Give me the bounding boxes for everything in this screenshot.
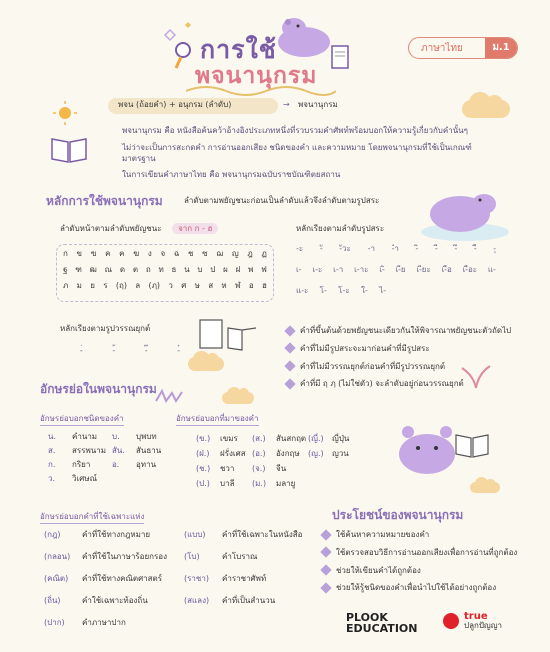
abbrev-code: (โบ) <box>184 552 200 561</box>
consonant-char: ฑ <box>75 264 82 274</box>
abbrev-code: (ข.) <box>196 434 211 443</box>
abbrev-code: ส. <box>48 446 56 455</box>
consonant-char: ช <box>188 249 194 258</box>
abbrev-code: ก. <box>48 460 56 469</box>
vowel-form: โ- <box>319 285 327 295</box>
diamond-icon <box>320 582 331 593</box>
abbrev-item <box>184 596 275 607</box>
cloud-decoration <box>188 357 224 371</box>
vowel-form: -า <box>367 244 375 253</box>
abbrev-item <box>112 432 157 443</box>
abbrev-meaning: คำที่เป็นสำนวน <box>222 596 276 605</box>
vowel-form: -ิ <box>415 244 419 253</box>
vowel-form: เ-ียะ <box>416 264 431 274</box>
page-title-line1: การใช้ <box>200 35 277 64</box>
diamond-icon <box>320 547 331 558</box>
consonant-char: พ <box>248 264 254 274</box>
rule-text: คำที่ไม่มีรูปสระจะมาก่อนคำที่มีรูปสระ <box>300 343 430 353</box>
vowel-form: ไ- <box>379 285 386 295</box>
diamond-icon <box>284 325 295 336</box>
consonant-char: ฎ <box>247 249 253 258</box>
definition-block <box>122 126 502 181</box>
consonant-char: ฅ <box>119 249 125 258</box>
benefit-text: ช่วยให้รู้ชนิดของคำเพื่อนำไปใช้ได้อย่างถูกต้อง <box>336 583 497 593</box>
abbrev-code: (อ.) <box>252 449 266 458</box>
book-stack-icon <box>330 44 352 76</box>
consonant-char: ศ <box>181 280 187 290</box>
vowel-form: -ี <box>435 244 438 253</box>
grass-icon <box>154 388 184 407</box>
consonant-char: ก <box>63 249 68 258</box>
abbrev-meaning: คำที่ใช้ทางคณิตศาสตร์ <box>82 574 163 583</box>
consonant-char: ฐ <box>63 264 68 274</box>
diamond-icon <box>284 378 295 389</box>
rule-text: คำที่ไม่มีวรรณยุกต์ก่อนคำที่มีรูปวรรณยุกต์ <box>300 361 446 371</box>
definition-line: พจนานุกรม คือ หนังสือค้นคว้าอ้างอิงประเภทหนึ่งที่รวบรวมคำศัพท์พร้อมบอกให้ความรู้เกี่ยวกับคำนั้นๆ <box>122 126 468 135</box>
abbrev-item <box>252 449 300 460</box>
vowel-form: โ-ะ <box>338 285 350 295</box>
abbrev-item <box>308 434 349 445</box>
vowel-row <box>296 244 496 255</box>
definition-line: ไม่ว่าจะเป็นการสะกดคำ การอ่านออกเสียง ชนิดของคำ และความหมาย โดยพจนานุกรมที่ใช้เป็นเกณฑ์มาตรฐาน <box>122 142 472 163</box>
logo-text-top: true <box>464 611 488 622</box>
vowel-form: แ- <box>487 264 496 274</box>
abbrev-item <box>112 446 161 457</box>
abbrev-item <box>112 460 156 471</box>
abbrev-code: (ช.) <box>196 464 211 473</box>
consonant-char: ธ <box>171 264 177 274</box>
abbrev-code: (ราชา) <box>184 574 209 583</box>
abbrev-item <box>48 446 106 457</box>
vowel-form: เ-ีย <box>395 264 406 274</box>
consonant-char: ห <box>221 280 227 290</box>
abbrev-code: (ปาก) <box>44 618 65 627</box>
definition-line: ในการเขียนคำภาษาไทย คือ พจนานุกรมฉบับราชบัณฑิตยสถาน <box>122 170 341 180</box>
abbrev-item <box>48 460 90 471</box>
vowel-form: เ-ือะ <box>462 264 478 274</box>
benefit-item <box>322 583 532 594</box>
plant-icon <box>456 360 496 394</box>
hippo-swimming-icon <box>420 180 510 246</box>
abbrev-item <box>44 574 162 585</box>
consonant-char: อ <box>248 280 254 290</box>
abbrev-meaning: กริยา <box>72 460 91 469</box>
consonant-char: ง <box>147 249 152 258</box>
consonant-label-text: ลำดับหน้าตามลำดับพยัญชนะ <box>60 224 162 233</box>
vowel-form: เ- <box>296 264 302 274</box>
vowel-form: -ำ <box>391 244 399 253</box>
abbrev-code: (กลอน) <box>44 552 71 561</box>
consonant-char: ป <box>210 264 216 274</box>
abbrev-item <box>44 618 126 629</box>
consonant-char: บ <box>197 264 203 274</box>
abbrev-meaning: คำภาษาปาก <box>82 618 126 627</box>
benefit-item <box>322 530 532 541</box>
consonant-char: ม <box>76 280 82 290</box>
consonant-char: ฌ <box>216 249 224 258</box>
sun-icon <box>52 100 78 130</box>
abbrev-item <box>44 596 148 607</box>
diamond-icon <box>284 343 295 354</box>
subject-badge <box>408 37 518 59</box>
abbrev-code: (คณิต) <box>44 574 69 583</box>
consonant-char: ฝ <box>235 264 241 274</box>
consonant-char: ด <box>119 264 126 274</box>
tone-row <box>80 346 180 357</box>
abbrev-code: (ฝ.) <box>196 449 210 458</box>
benefit-text: ใช้ตรวจสอบวิธีการอ่านออกเสียงเพื่อการอ่านที่ถูกต้อง <box>336 547 518 557</box>
formula-box <box>108 98 278 114</box>
consonant-char: ฉ <box>173 249 180 258</box>
abbrev-meaning: ฝรั่งเศส <box>220 449 246 458</box>
logo-text-top: PLOOK <box>346 611 388 624</box>
consonant-char: ว <box>168 280 173 290</box>
diamond-icon <box>320 564 331 575</box>
abbrev-code: ว. <box>48 474 56 483</box>
formula-result: พจนานุกรม <box>298 100 338 109</box>
abbrev-item <box>184 530 302 541</box>
abbrev-heading: อักษรย่อในพจนานุกรม <box>40 382 157 396</box>
abbrev-meaning: สันธาน <box>136 446 162 455</box>
abbrev-meaning: ญี่ปุ่น <box>332 434 350 443</box>
diamond-icon <box>284 360 295 371</box>
benefit-item <box>322 548 532 559</box>
consonant-char: ต <box>132 264 139 274</box>
rule-item <box>286 344 526 355</box>
benefits-heading: ประโยชน์ของพจนานุกรม <box>332 508 464 522</box>
vowel-form: -ะ <box>296 244 304 253</box>
consonant-char: ฆ <box>133 249 140 258</box>
consonant-char: ส <box>208 280 214 290</box>
abbrev-code: (ถิ่น) <box>44 596 61 605</box>
consonant-char: ค <box>105 249 111 258</box>
plook-education-logo <box>346 612 417 634</box>
vowel-form: ใ- <box>360 285 368 295</box>
abbrev-item <box>196 449 246 460</box>
magnifier-icon <box>172 40 194 74</box>
abbrev-meaning: เขมร <box>220 434 238 443</box>
consonant-row <box>63 249 267 260</box>
origin-list <box>196 434 356 498</box>
rule-text: คำที่มี ฤ ฦ (ไม่ใช่ตัว) จะลำดับอยู่ก่อนวรรณยุกต์ <box>300 379 464 389</box>
principles-subtitle: ลำดับตามพยัญชนะก่อนเป็นลำดับแล้วจึงลำดับตามรูปสระ <box>184 196 380 205</box>
cloud-decoration <box>462 100 510 118</box>
vowel-form: -ื <box>473 244 477 253</box>
vowel-form: เ-าะ <box>354 264 369 274</box>
rule-text: คำที่ขึ้นต้นด้วยพยัญชนะเดียวกันให้พิจารณาพยัญชนะตัวถัดไป <box>300 326 512 335</box>
consonant-char: ข <box>76 249 83 258</box>
open-book-icon <box>454 430 490 464</box>
abbrev-meaning: บาลี <box>220 479 235 488</box>
abbrev-meaning: ญวน <box>332 449 349 458</box>
special-list <box>44 530 306 640</box>
abbrev-meaning: จีน <box>276 464 287 473</box>
abbrev-item <box>48 474 97 485</box>
true-logo-icon <box>442 612 460 630</box>
abbrev-meaning: คำโบราณ <box>222 552 258 561</box>
abbrev-item <box>196 464 234 475</box>
abbrev-meaning: วิเศษณ์ <box>72 474 97 483</box>
abbrev-meaning: มลายู <box>276 479 296 488</box>
logo-text-bottom: ปลูกปัญญา <box>464 621 503 630</box>
hippo-peeking-icon <box>394 418 460 478</box>
consonant-char: ภ <box>63 280 69 290</box>
abbrev-meaning: อุทาน <box>136 460 157 469</box>
consonant-box <box>56 244 274 302</box>
benefit-text: ช่วยให้เขียนคำได้ถูกต้อง <box>336 565 421 575</box>
consonant-char: ฮ <box>261 280 267 290</box>
hippo-icon <box>274 14 334 63</box>
consonant-label <box>60 224 218 235</box>
abbrev-code: (ม.) <box>252 479 267 488</box>
abbrev-meaning: คำนาม <box>72 432 98 441</box>
abbrev-code: (ส.) <box>252 434 266 443</box>
abbrev-item <box>252 479 295 490</box>
vowel-row <box>296 286 386 297</box>
abbrev-code: อ. <box>112 460 120 469</box>
consonant-range: จาก ก - ฮ <box>172 223 218 234</box>
consonant-char: น <box>184 264 190 274</box>
benefits-list <box>322 530 532 594</box>
open-book-icon <box>50 134 88 168</box>
logo-text-bottom: EDUCATION <box>346 622 418 635</box>
subject-label: ภาษาไทย <box>421 43 463 54</box>
vowel-label: หลักเรียงตามลำดับรูปสระ <box>296 224 385 233</box>
abbrev-code: บ. <box>112 432 120 441</box>
cloud-decoration <box>222 392 254 404</box>
abbrev-code: (จ.) <box>252 464 266 473</box>
abbrev-meaning: คำราชาศัพท์ <box>222 574 267 583</box>
abbrev-code: สัน. <box>112 446 125 455</box>
consonant-char: ย <box>90 280 95 290</box>
abbrev-code: น. <box>48 432 57 441</box>
vowel-form: -ั <box>319 244 323 253</box>
abbrev-item <box>196 479 234 490</box>
abbrev-item <box>44 530 150 541</box>
consonant-char: ซ <box>202 249 208 258</box>
abbrev-item <box>196 434 238 445</box>
grade-label: ม.1 <box>485 38 517 58</box>
consonant-char: ฒ <box>89 264 97 274</box>
consonant-char: (ฦ) <box>148 280 161 290</box>
consonant-char: ผ <box>223 264 228 274</box>
consonant-char: ฟ <box>261 264 267 274</box>
vowel-row <box>296 265 496 276</box>
consonant-row <box>63 265 267 276</box>
consonant-char: ร <box>103 280 108 290</box>
abbrev-code: (กฎ) <box>44 530 61 539</box>
cloud-decoration <box>470 482 500 493</box>
abbrev-meaning: คำใช้เฉพาะท้องถิ่น <box>82 596 148 605</box>
consonant-char: ถ <box>145 264 151 274</box>
abbrev-meaning: ชวา <box>220 464 235 473</box>
abbrev-code: (ญี่.) <box>308 434 324 443</box>
origin-heading: อักษรย่อบอกที่มาของคำ <box>176 414 259 426</box>
abbrev-item <box>252 434 306 445</box>
benefit-item <box>322 566 532 577</box>
abbrev-meaning: อังกฤษ <box>276 449 300 458</box>
abbrev-code: (แบบ) <box>184 530 206 539</box>
consonant-row <box>63 281 267 292</box>
benefit-text: ใช้ค้นหาความหมายของคำ <box>336 530 430 539</box>
true-logo <box>442 612 502 630</box>
consonant-char: ณ <box>104 264 113 274</box>
consonant-char: ล <box>135 280 141 290</box>
abbrev-item <box>252 464 286 475</box>
vowel-form: -ึ <box>454 244 458 253</box>
vowel-form: เ-ะ <box>312 264 323 274</box>
vowel-box <box>296 244 496 296</box>
abbrev-item <box>184 574 266 585</box>
abbrev-code: (ป.) <box>196 479 210 488</box>
pos-list <box>48 432 168 496</box>
special-heading: อักษรย่อบอกคำที่ใช้เฉพาะแห่ง <box>40 512 144 524</box>
vowel-form: แ-ะ <box>296 285 309 295</box>
consonant-char: ท <box>158 264 164 274</box>
abbrev-code: (ญ.) <box>308 449 324 458</box>
tone-mark: -้ <box>112 346 116 355</box>
vowel-form: เ-ือ <box>441 264 452 274</box>
abbrev-item <box>184 552 257 563</box>
formula-text: พจน (ถ้อยคำ) + อนุกรม (ลำดับ) <box>118 100 232 109</box>
abbrev-meaning: คำที่ใช้เฉพาะในหนังสือ <box>222 530 303 539</box>
consonant-char: จ <box>160 249 166 258</box>
consonant-char: ญ <box>231 249 239 258</box>
abbrev-item <box>44 552 167 563</box>
diamond-icon <box>320 529 331 540</box>
vowel-form: เ-ิ <box>379 264 385 274</box>
consonant-char: ฬ <box>235 280 241 290</box>
vowel-form: เ-า <box>333 264 344 274</box>
page-title-line2: พจนานุกรม <box>195 63 318 89</box>
consonant-char: ษ <box>194 280 200 290</box>
tone-mark: -๋ <box>177 346 180 355</box>
vowel-form: -ัวะ <box>339 244 351 253</box>
abbrev-code: (สแลง) <box>184 596 210 605</box>
abbrev-item <box>48 432 97 443</box>
consonant-char: (ฤ) <box>115 280 127 290</box>
tone-mark: -่ <box>80 346 83 355</box>
abbrev-meaning: สรรพนาม <box>72 446 106 455</box>
tone-mark: -๊ <box>144 346 148 355</box>
vowel-form: -ุ <box>493 244 496 253</box>
principles-heading: หลักการใช้พจนานุกรม <box>46 194 163 208</box>
abbrev-item <box>308 449 349 460</box>
tone-label: หลักเรียงตามรูปวรรณยุกต์ <box>60 324 151 333</box>
consonant-char: ฃ <box>90 249 97 258</box>
rule-item <box>286 326 526 337</box>
formula-arrow: → <box>283 100 290 109</box>
abbrev-meaning: สันสกฤต <box>276 434 307 443</box>
abbrev-meaning: บุพบท <box>136 432 157 441</box>
consonant-char: ฏ <box>261 249 267 258</box>
abbrev-meaning: คำที่ใช้ทางกฎหมาย <box>82 530 151 539</box>
abbrev-meaning: คำที่ใช้ในภาษาร้อยกรอง <box>82 552 167 561</box>
pos-heading: อักษรย่อบอกชนิดของคำ <box>40 414 124 426</box>
